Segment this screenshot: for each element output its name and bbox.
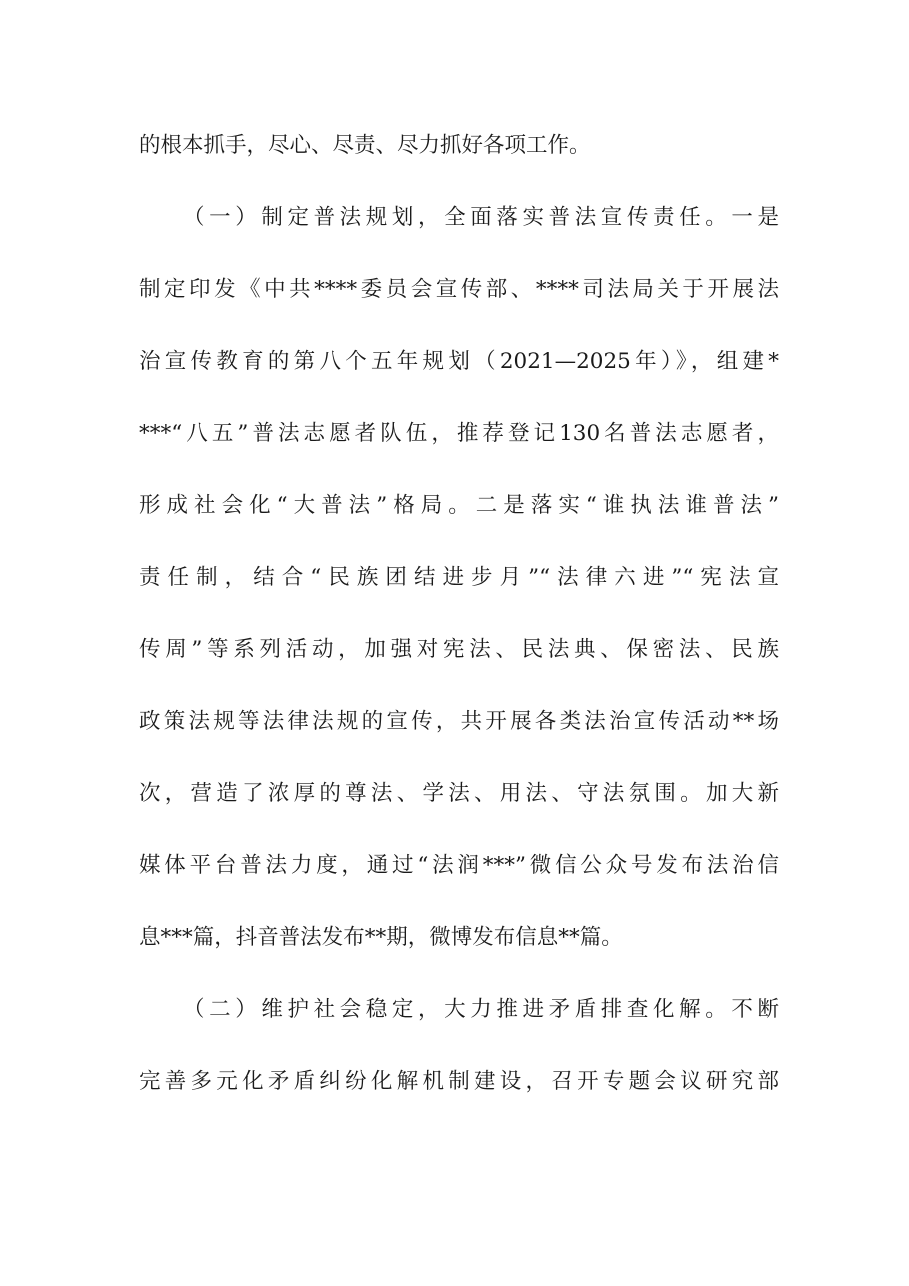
- section-heading-line: （二）维护社会稳定，大力推进矛盾排查化解。不断: [183, 997, 779, 1022]
- section-heading-line: （一）制定普法规划，全面落实普法宣传责任。一是: [183, 205, 779, 230]
- paragraph-line: 治宣传教育的第八个五年规划（2021—2025年）》，组建*: [139, 349, 779, 374]
- paragraph-line: 政策法规等法律法规的宣传，共开展各类法治宣传活动**场: [139, 709, 779, 734]
- paragraph-line: 责任制，结合“民族团结进步月”“法律六进”“宪法宣: [139, 565, 779, 590]
- paragraph-line: 的根本抓手，尽心、尽责、尽力抓好各项工作。: [139, 133, 591, 158]
- paragraph-line: 媒体平台普法力度，通过“法润***”微信公众号发布法治信: [139, 853, 779, 878]
- paragraph-line: 形成社会化“大普法”格局。二是落实“谁执法谁普法”: [139, 493, 779, 518]
- paragraph-line: 完善多元化矛盾纠纷化解机制建设，召开专题会议研究部: [139, 1069, 779, 1094]
- paragraph-line: 传周”等系列活动，加强对宪法、民法典、保密法、民族: [139, 637, 779, 662]
- paragraph-line: 制定印发《中共****委员会宣传部、****司法局关于开展法: [139, 277, 779, 302]
- paragraph-line: ***“八五”普法志愿者队伍，推荐登记130名普法志愿者，: [139, 421, 779, 446]
- paragraph-line: 次，营造了浓厚的尊法、学法、用法、守法氛围。加大新: [139, 781, 779, 806]
- paragraph-line: 息***篇，抖音普法发布**期，微博发布信息**篇。: [139, 925, 623, 950]
